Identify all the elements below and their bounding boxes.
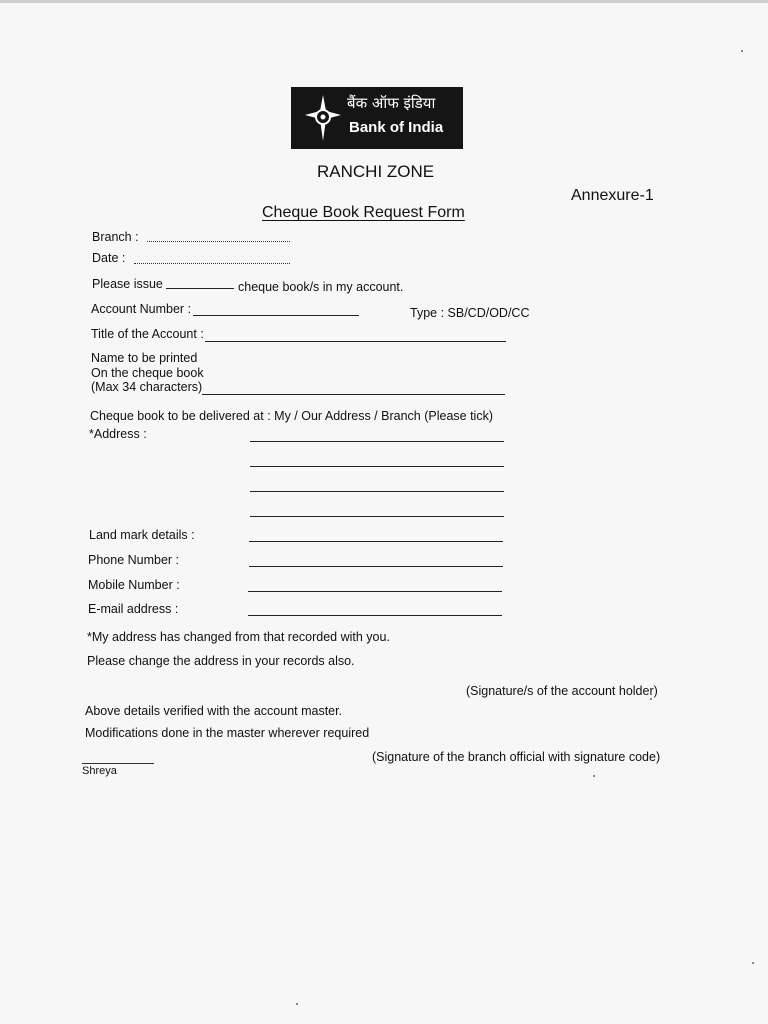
branch-official-signature-label: (Signature of the branch official with signature code) — [372, 750, 661, 764]
initials-line — [82, 763, 154, 764]
verified-note: Above details verified with the account master. — [85, 704, 343, 718]
branch-field[interactable] — [147, 241, 290, 242]
logo-hindi-text: बैंक ऑफ इंडिया — [347, 94, 436, 112]
zone-title: RANCHI ZONE — [317, 162, 435, 181]
account-type-label: Type : SB/CD/OD/CC — [410, 306, 530, 320]
scan-edge — [0, 0, 768, 3]
bank-logo — [291, 87, 463, 149]
annexure-label: Annexure-1 — [571, 187, 654, 204]
logo-english-text: Bank of India — [349, 119, 444, 136]
please-issue-label: Please issue — [92, 277, 163, 291]
scan-speck — [650, 698, 652, 700]
scan-speck — [752, 962, 754, 964]
mobile-label: Mobile Number : — [88, 578, 180, 592]
initials-text: Shreya — [82, 765, 117, 777]
change-address-note: Please change the address in your records also. — [87, 654, 355, 668]
cheque-books-suffix: cheque book/s in my account. — [238, 280, 404, 294]
phone-label: Phone Number : — [88, 553, 180, 567]
title-of-account-field[interactable] — [205, 341, 506, 342]
address-changed-note: *My address has changed from that recorded with you. — [87, 630, 390, 644]
address-line-2[interactable] — [250, 466, 504, 467]
account-number-field[interactable] — [193, 315, 359, 316]
title-of-account-label: Title of the Account : — [91, 327, 204, 341]
bank-emblem-icon — [303, 93, 343, 143]
form-title: Cheque Book Request Form — [262, 204, 465, 221]
landmark-field[interactable] — [249, 541, 503, 542]
date-field[interactable] — [134, 263, 290, 264]
address-label: *Address : — [89, 427, 147, 441]
address-line-3[interactable] — [250, 491, 504, 492]
account-number-label: Account Number : — [91, 302, 192, 316]
date-label: Date : — [92, 251, 126, 265]
name-printed-field[interactable] — [202, 394, 505, 395]
scan-speck — [741, 50, 743, 52]
name-printed-label-line1: Name to be printed — [91, 351, 198, 365]
account-holder-signature-label: (Signature/s of the account holder) — [466, 684, 658, 698]
mobile-field[interactable] — [248, 591, 502, 592]
delivery-label: Cheque book to be delivered at : My / Our Address / Branch (Please tick) — [90, 409, 493, 423]
name-printed-label-line3: (Max 34 characters) — [91, 380, 203, 394]
modifications-note: Modifications done in the master wherever required — [85, 726, 370, 740]
email-label: E-mail address : — [88, 602, 179, 616]
name-printed-label-line2: On the cheque book — [91, 366, 204, 380]
address-line-1[interactable] — [250, 441, 504, 442]
scan-speck — [593, 775, 595, 777]
email-field[interactable] — [248, 615, 502, 616]
scan-speck — [296, 1003, 298, 1005]
address-line-4[interactable] — [250, 516, 504, 517]
branch-label: Branch : — [92, 230, 139, 244]
phone-field[interactable] — [249, 566, 503, 567]
landmark-label: Land mark details : — [89, 528, 195, 542]
cheque-count-field[interactable] — [166, 288, 234, 289]
